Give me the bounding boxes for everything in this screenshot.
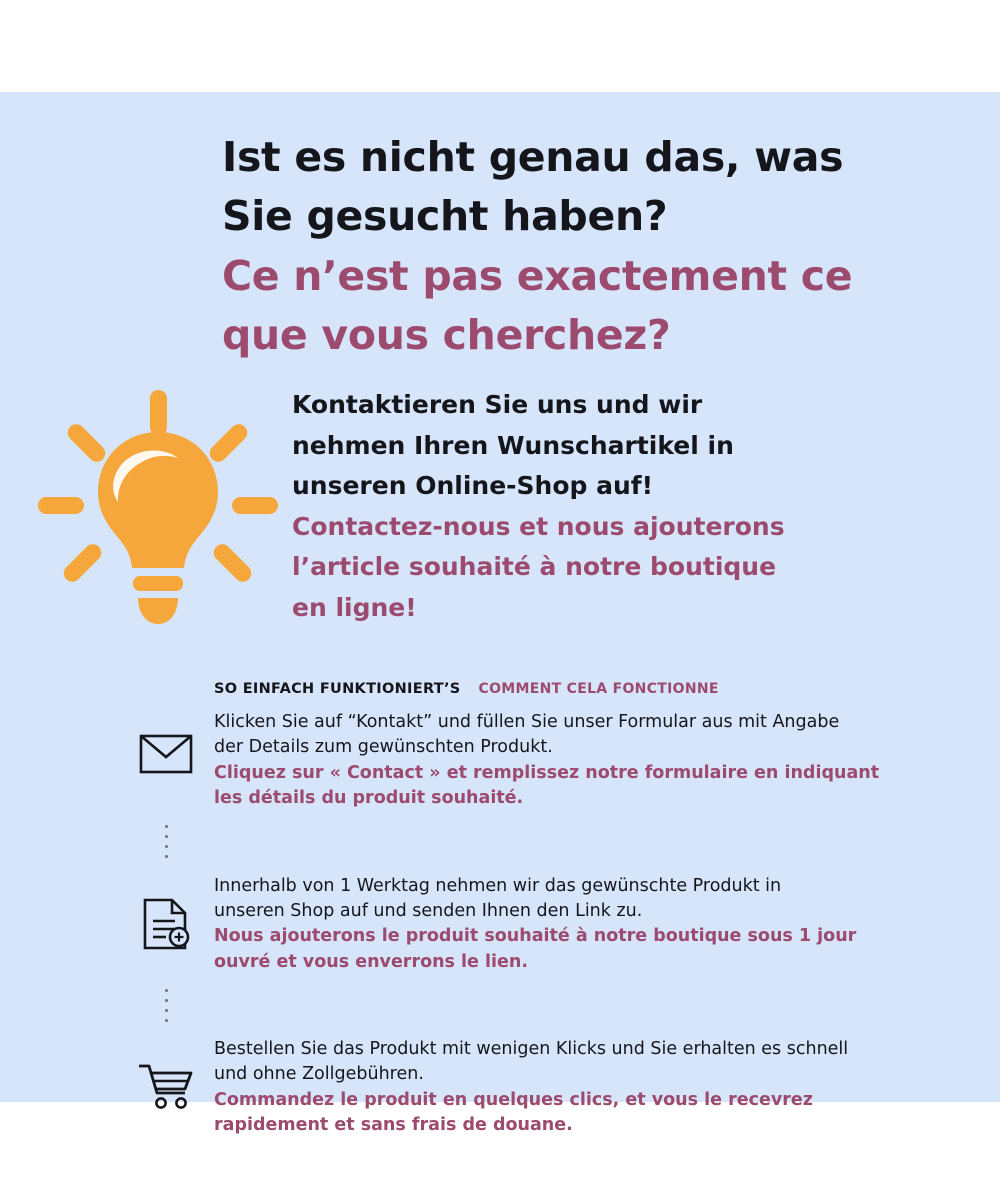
lightbulb-icon [38, 390, 278, 635]
headline-de-line1: Ist es nicht genau das, was [222, 133, 844, 181]
subheadline-block [292, 385, 932, 628]
shopping-cart-icon [118, 1035, 214, 1109]
headline-fr-line1: Ce n’est pas exactement ce [222, 251, 853, 300]
connector-dot [165, 835, 168, 838]
howto-heading [214, 681, 719, 697]
headline-block [222, 128, 952, 366]
step-fr-line2: ouvré et vous enverrons le lien. [214, 951, 528, 972]
step-fr-line1: Cliquez sur « Contact » et remplissez notre formulaire en indiquant [214, 762, 880, 783]
step-item [118, 872, 948, 976]
howto-label-de: SO EINFACH FUNKTIONIERT’S [214, 681, 461, 697]
envelope-icon [118, 708, 214, 774]
step-text [214, 708, 934, 812]
step-item [118, 1035, 948, 1139]
step-connector [118, 812, 948, 872]
subheadline-de-line1: Kontaktieren Sie uns und wir [292, 390, 703, 419]
step-de-line1: Bestellen Sie das Produkt mit wenigen Klicks und Sie erhalten es schnell [214, 1039, 849, 1059]
subheadline-fr-line2: l’article souhaité à notre boutique [292, 552, 777, 581]
howto-label-fr: COMMENT CELA FONCTIONNE [478, 681, 719, 697]
step-de-line1: Klicken Sie auf “Kontakt” und füllen Sie unser Formular aus mit Angabe [214, 712, 840, 732]
step-item [118, 708, 948, 812]
connector-dot [165, 1019, 168, 1022]
step-de-line1: Innerhalb von 1 Werktag nehmen wir das gewünschte Produkt in [214, 875, 782, 896]
step-connector [118, 975, 948, 1035]
headline-de-line2: Sie gesucht haben? [222, 192, 668, 241]
subheadline-de-line3: unseren Online-Shop auf! [292, 471, 654, 500]
subheadline-fr-line1: Contactez-nous et nous ajouterons [292, 511, 785, 541]
subheadline-fr-line3: en ligne! [292, 592, 417, 622]
connector-dot [165, 989, 168, 992]
step-fr-line1: Commandez le produit en quelques clics, et vous le recevrez [214, 1089, 813, 1110]
step-de-line2: und ohne Zollgebühren. [214, 1064, 424, 1085]
headline-fr-line2: que vous cherchez? [222, 311, 671, 360]
step-text [214, 1035, 934, 1139]
step-fr-line1: Nous ajouterons le produit souhaité à notre boutique sous 1 jour [214, 926, 857, 947]
connector-dot [165, 855, 168, 858]
step-de-line2: unseren Shop auf und senden Ihnen den Link zu. [214, 900, 643, 921]
step-fr-line2: rapidement et sans frais de douane. [214, 1115, 573, 1136]
steps-list [118, 708, 948, 1139]
step-text [214, 872, 934, 976]
connector-dot [165, 1009, 168, 1012]
connector-dot [165, 825, 168, 828]
document-add-icon [118, 872, 214, 950]
connector-dot [165, 999, 168, 1002]
lightbulb-illustration [38, 390, 278, 635]
step-de-line2: der Details zum gewünschten Produkt. [214, 737, 553, 758]
subheadline-de-line2: nehmen Ihren Wunschartikel in [292, 430, 734, 460]
connector-dot [165, 845, 168, 848]
step-fr-line2: les détails du produit souhaité. [214, 788, 524, 809]
